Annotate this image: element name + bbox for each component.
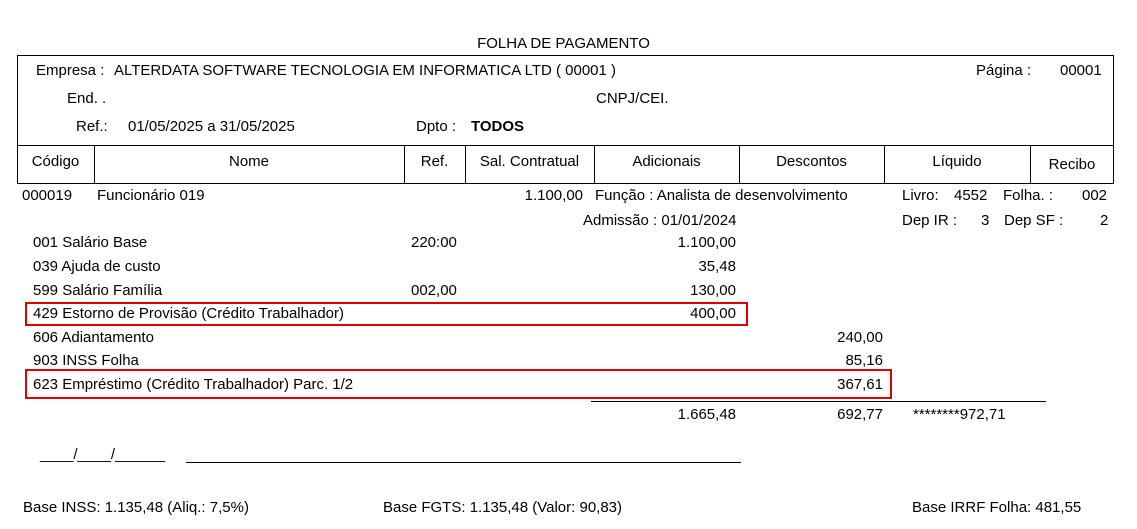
highlight-box-emprestimo xyxy=(25,369,892,399)
pagina-value: 00001 xyxy=(1060,62,1102,79)
empresa-label: Empresa : xyxy=(36,62,105,79)
employee-funcao: Função : Analista de desenvolvimento xyxy=(595,187,848,204)
livro-value: 4552 xyxy=(954,187,988,204)
col-header-nome: Nome xyxy=(228,153,269,170)
employee-salary: 1.100,00 xyxy=(524,187,583,204)
highlight-box-estorno xyxy=(25,302,748,326)
item-desc: 039 Ajuda de custo xyxy=(33,258,161,275)
col-header-recibo: Recibo xyxy=(1048,156,1096,173)
dpto-label: Dpto : xyxy=(416,118,457,135)
base-inss: Base INSS: 1.135,48 (Aliq.: 7,5%) xyxy=(23,499,249,516)
base-irrf: Base IRRF Folha: 481,55 xyxy=(912,499,1082,516)
depir-label: Dep IR : xyxy=(902,212,958,229)
total-liquido: ********972,71 xyxy=(913,406,1006,423)
item-adicional: 130,00 xyxy=(690,282,736,299)
item-ref: 220:00 xyxy=(411,234,457,251)
item-desc: 903 INSS Folha xyxy=(33,352,139,369)
depir-value: 3 xyxy=(981,212,990,229)
ref-label: Ref.: xyxy=(76,118,108,135)
folha-value: 002 xyxy=(1082,187,1108,204)
depsf-value: 2 xyxy=(1100,212,1109,229)
empresa-value: ALTERDATA SOFTWARE TECNOLOGIA EM INFORMATICA LTD ( 00001 ) xyxy=(114,62,617,79)
item-desc: 623 Empréstimo (Crédito Trabalhador) Parc. 1/2 xyxy=(33,376,354,393)
item-desc: 606 Adiantamento xyxy=(33,329,154,346)
livro-label: Livro: xyxy=(902,187,939,204)
item-desconto: 240,00 xyxy=(837,329,883,346)
col-header-liquido: Líquido xyxy=(932,153,982,170)
totals-rule xyxy=(591,401,1046,402)
item-ref: 002,00 xyxy=(411,282,457,299)
col-header-descontos: Descontos xyxy=(776,153,847,170)
item-adicional: 400,00 xyxy=(690,305,736,322)
item-adicional: 1.100,00 xyxy=(677,234,736,251)
total-descontos: 692,77 xyxy=(837,406,883,423)
ref-period: 01/05/2025 a 31/05/2025 xyxy=(128,118,295,135)
col-header-ref: Ref. xyxy=(420,153,449,170)
pagina-label: Página : xyxy=(976,62,1032,79)
cnpj-label: CNPJ/CEI. xyxy=(596,90,669,107)
item-desconto: 85,16 xyxy=(845,352,883,369)
folha-label: Folha. : xyxy=(1003,187,1054,204)
item-desconto: 367,61 xyxy=(837,376,883,393)
item-adicional: 35,48 xyxy=(698,258,736,275)
col-header-sal-contratual: Sal. Contratual xyxy=(479,153,580,170)
base-fgts: Base FGTS: 1.135,48 (Valor: 90,83) xyxy=(383,499,623,516)
employee-name: Funcionário 019 xyxy=(97,187,205,204)
dpto-value: TODOS xyxy=(471,118,525,135)
col-header-adicionais: Adicionais xyxy=(632,153,701,170)
total-adicionais: 1.665,48 xyxy=(677,406,736,423)
header-divider xyxy=(17,145,1114,146)
item-desc: 599 Salário Família xyxy=(33,282,163,299)
end-label: End. . xyxy=(67,90,107,107)
signature-line xyxy=(186,462,741,463)
col-header-codigo: Código xyxy=(31,153,80,170)
report-title: FOLHA DE PAGAMENTO xyxy=(477,35,650,52)
depsf-label: Dep SF : xyxy=(1004,212,1064,229)
item-desc: 001 Salário Base xyxy=(33,234,148,251)
employee-admissao: Admissão : 01/01/2024 xyxy=(583,212,737,229)
employee-code: 000019 xyxy=(22,187,73,204)
item-desc: 429 Estorno de Provisão (Crédito Trabalhador) xyxy=(33,305,345,322)
date-line: ____/____/______ xyxy=(40,446,166,463)
